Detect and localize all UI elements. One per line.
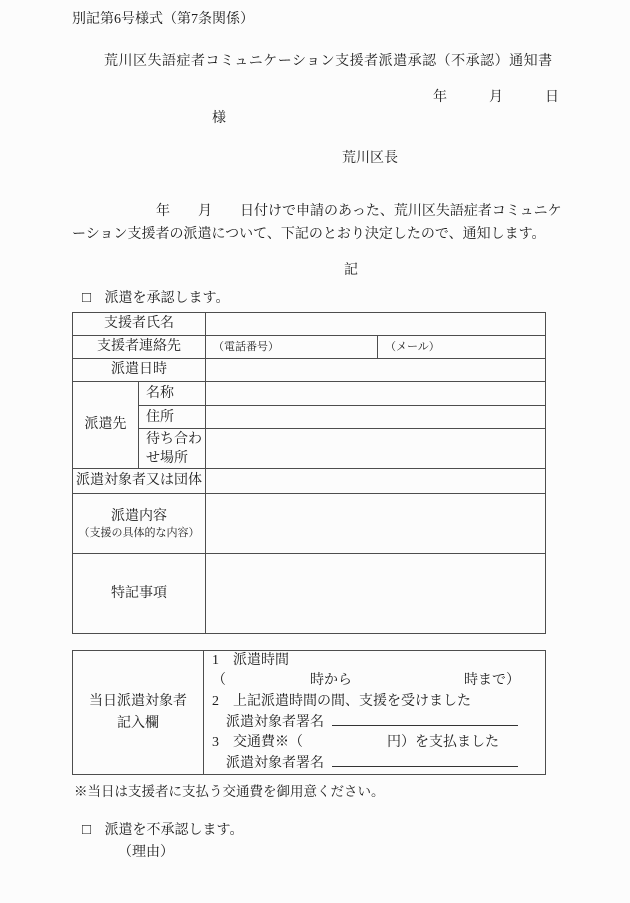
dispatch-datetime-label: 派遣日時 [73, 359, 206, 382]
form-number: 別記第6号様式（第7条関係） [72, 12, 254, 27]
table-row [73, 429, 546, 469]
table-row [73, 469, 546, 494]
content-label: 派遣内容 [111, 508, 167, 524]
table-row [73, 359, 546, 382]
approval-table [72, 312, 546, 634]
entry-item-2: 2 上記派遣時間の間、支援を受けました [212, 693, 471, 709]
destination-name-label: 名称 [139, 382, 206, 406]
table-row [73, 651, 546, 775]
entry-column-label-cell [73, 651, 204, 775]
body-paragraph [72, 200, 562, 246]
content-caption: （支援の具体的な内容） [78, 526, 200, 539]
destination-label: 派遣先 [73, 382, 139, 469]
table-row [73, 406, 546, 429]
entry-items-cell [204, 651, 546, 775]
body-line-1: 年 月 日付けで申請のあった、荒川区失語症者コミュニケ [72, 204, 562, 219]
document-title: 荒川区失語症者コミュニケーション支援者派遣承認（不承認）通知書 [104, 54, 553, 69]
destination-name-field [206, 382, 546, 406]
reject-checkbox-line [82, 821, 630, 840]
meeting-place-field [206, 429, 546, 469]
destination-address-label: 住所 [139, 406, 206, 429]
content-label-cell [73, 494, 206, 554]
sender-name: 荒川区長 [342, 151, 398, 166]
approve-checkbox-label: 派遣を承認します。 [104, 291, 230, 306]
signature-underline [332, 712, 518, 726]
content-field [206, 494, 546, 554]
table-row [73, 336, 546, 359]
date-line: 年 月 日 [433, 90, 559, 105]
entry-column-label-line-1: 当日派遣対象者 [89, 693, 187, 709]
target-label: 派遣対象者又は団体 [73, 469, 206, 494]
entry-item-3: 3 交通費※（ 円）を支払ました [212, 734, 499, 750]
addressee-suffix: 様 [212, 111, 226, 126]
target-field [206, 469, 546, 494]
table-row [73, 382, 546, 406]
destination-address-field [206, 406, 546, 429]
supporter-name-field [206, 313, 546, 336]
notes-label: 特記事項 [73, 554, 206, 634]
table-row [73, 313, 546, 336]
supporter-contact-label: 支援者連絡先 [73, 336, 206, 359]
entry-item-2-signature-line [204, 712, 545, 732]
rejection-reason-label: （理由） [118, 845, 174, 860]
day-of-entry-table [72, 650, 546, 775]
entry-item-1-time: （ 時から 時まで） [212, 673, 520, 689]
signature-label: 派遣対象者署名 [212, 715, 324, 731]
reject-checkbox-label: 派遣を不承認します。 [104, 823, 244, 838]
signature-label: 派遣対象者署名 [212, 755, 324, 771]
entry-column-label-line-2: 記入欄 [117, 715, 159, 731]
reject-checkbox-icon: □ [82, 822, 92, 838]
body-line-2: ーション支援者の派遣について、下記のとおり決定したので、通知します。 [72, 227, 546, 242]
mail-field: （メール） [378, 336, 546, 359]
phone-field: （電話番号） [206, 336, 378, 359]
supporter-name-label: 支援者氏名 [73, 313, 206, 336]
transport-fee-note: ※当日は支援者に支払う交通費を御用意ください。 [74, 784, 385, 799]
record-marker: 記 [344, 263, 358, 278]
table-row [73, 494, 546, 554]
entry-item-3-signature-line [204, 753, 545, 773]
meeting-place-label: 待ち合わせ場所 [139, 429, 206, 469]
notes-field [206, 554, 546, 634]
table-row [73, 554, 546, 634]
approve-checkbox-line [82, 289, 630, 308]
signature-underline [332, 753, 518, 767]
entry-item-1: 1 派遣時間 [212, 653, 289, 668]
approve-checkbox-icon: □ [82, 290, 92, 306]
dispatch-datetime-field [206, 359, 546, 382]
